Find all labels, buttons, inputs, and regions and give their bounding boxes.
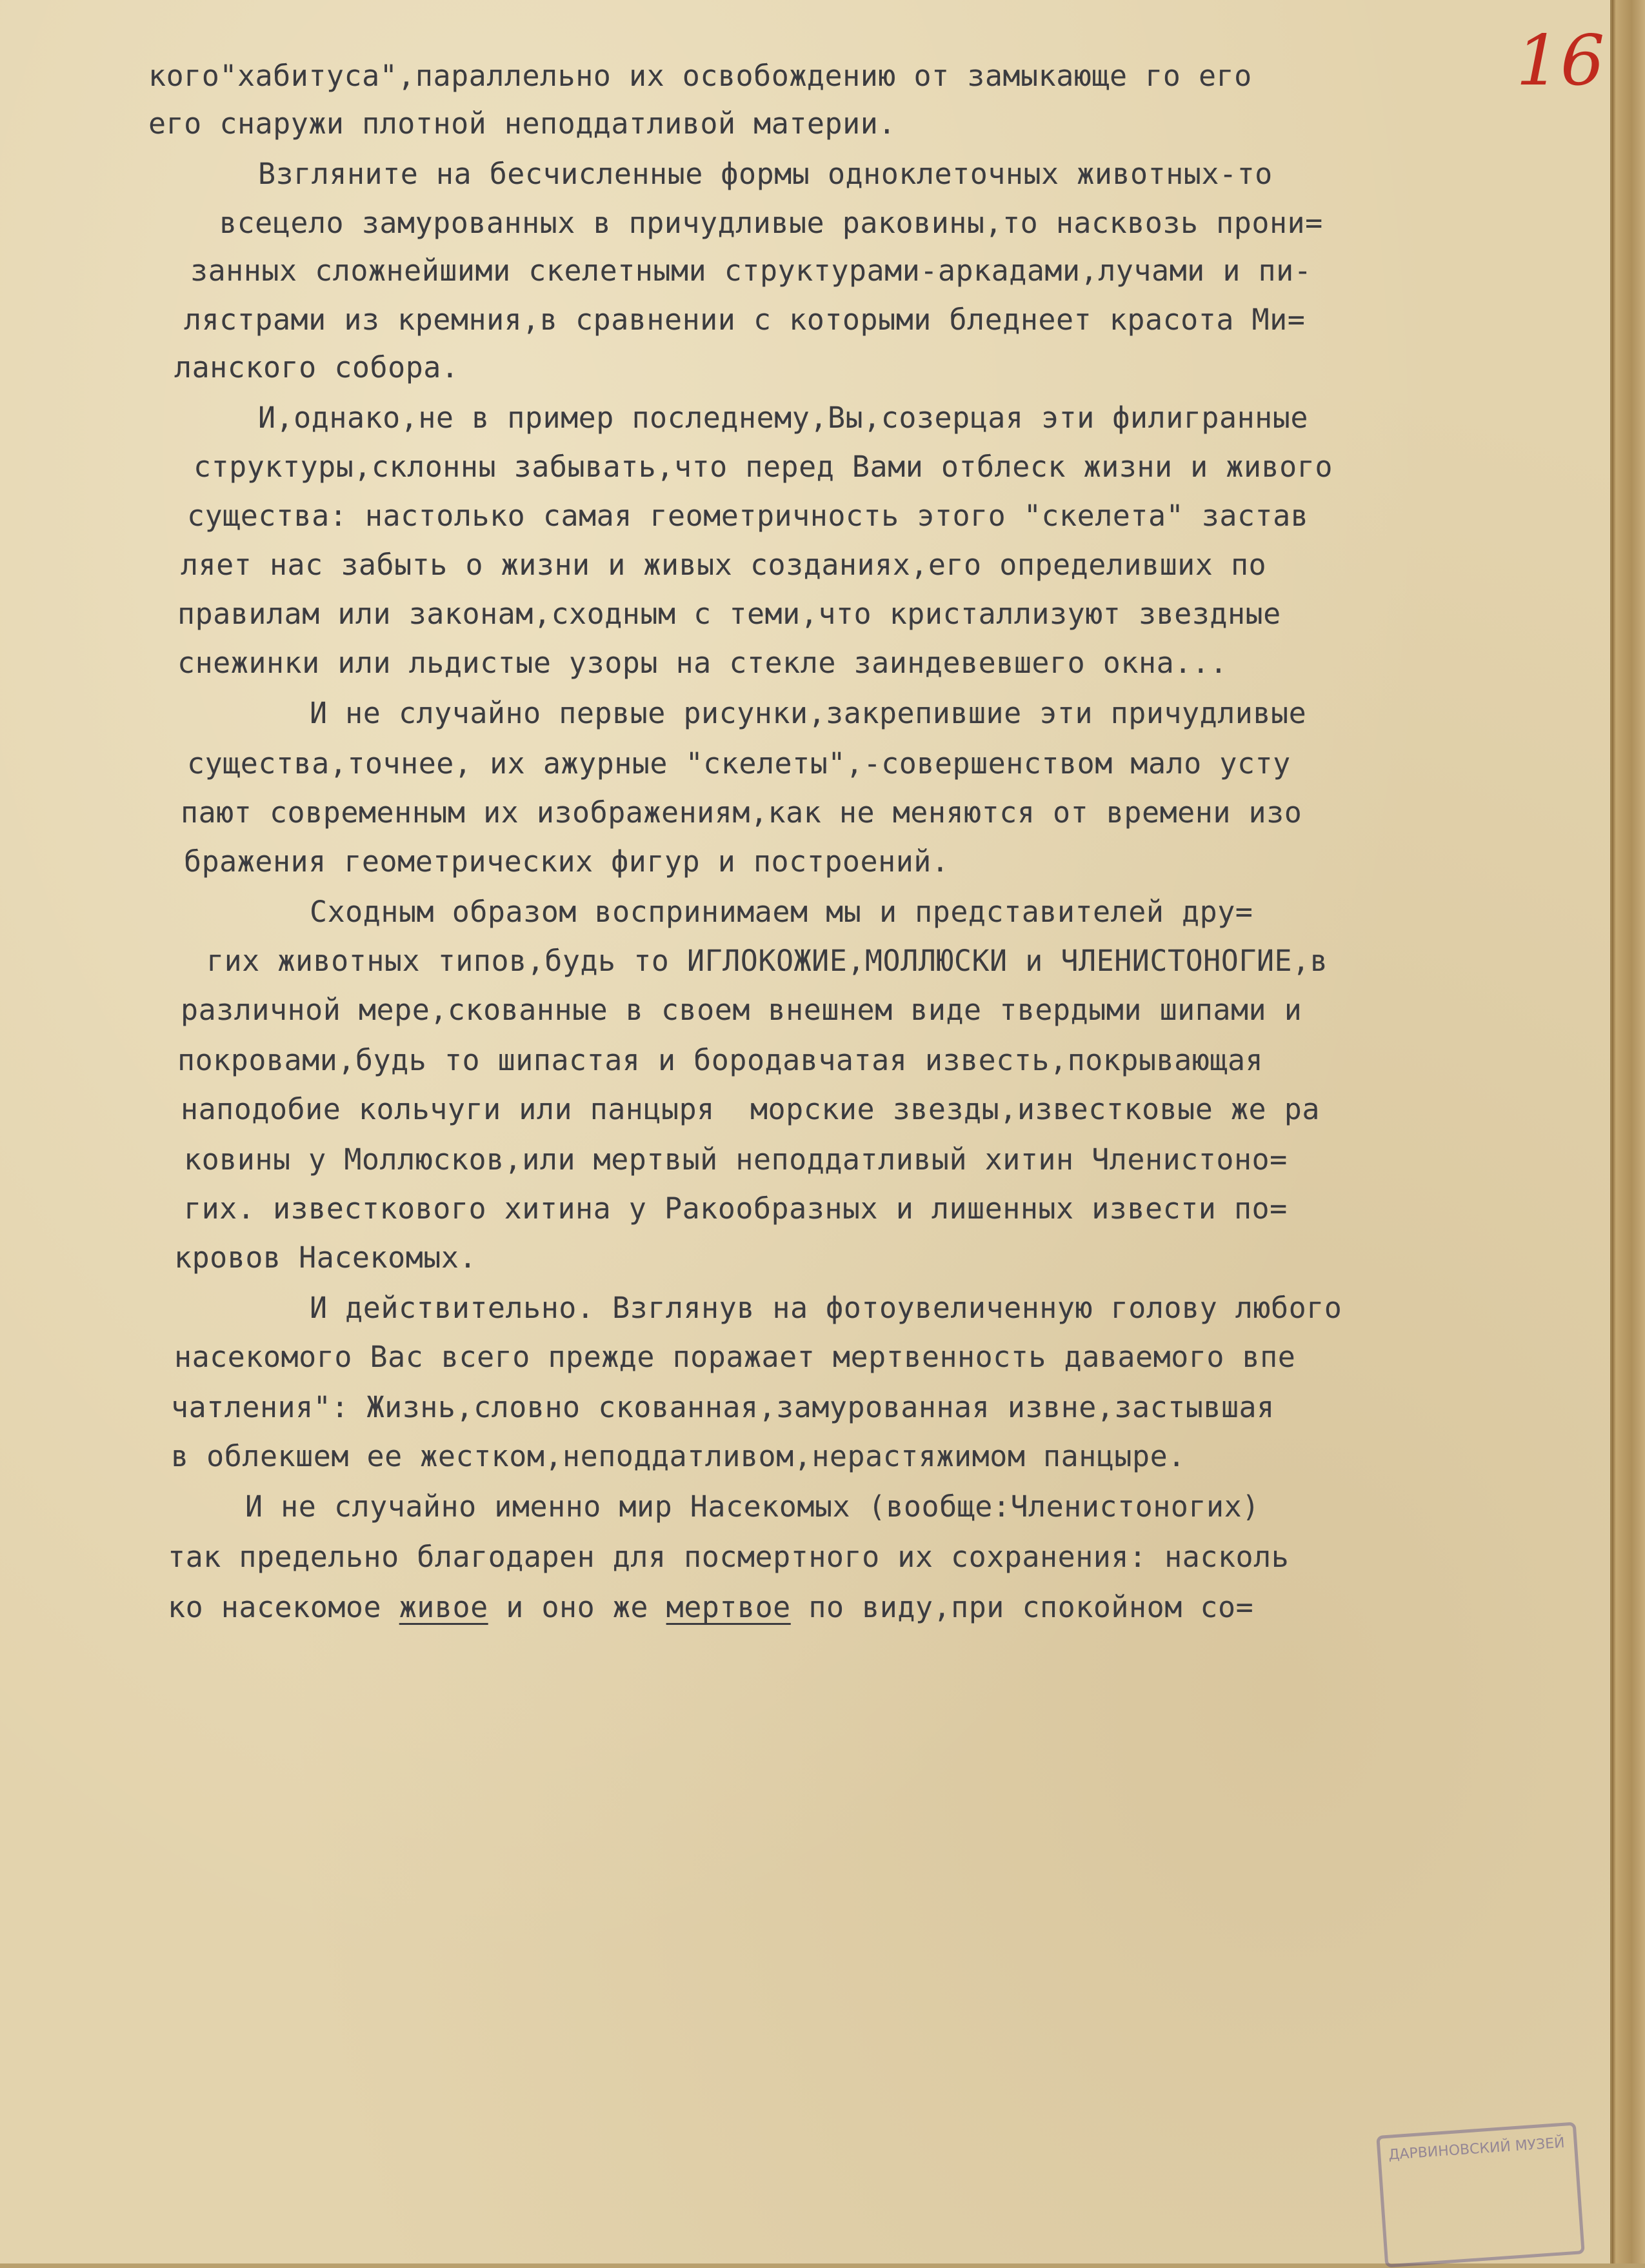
stamp-text: ДАРВИНОВСКИЙ МУЗЕЙ <box>1388 2134 1566 2164</box>
text-line: И не случайно первые рисунки,закрепившие эти причудливые <box>310 696 1307 730</box>
text-line: всецело замурованных в причудливые раковины,то насквозь прони= <box>219 206 1323 240</box>
text-line: Сходным образом воспринимаем мы и представителей дру= <box>310 895 1253 929</box>
text-line: чатления": Жизнь,словно скованная,замурованная извне,застывшая <box>171 1390 1275 1424</box>
text-line: ляет нас забыть о жизни и живых созданиях,его определивших по <box>181 548 1267 582</box>
text-line: существа,точнее, их ажурные "скелеты",-совершенством мало усту <box>187 746 1291 781</box>
text-line: в облекшем ее жестком,неподдатливом,нерастяжимом панцыре. <box>171 1439 1186 1473</box>
text-line: существа: настолько самая геометричность этого "скелета" застав <box>187 499 1309 533</box>
text-line: И,однако,не в пример последнему,Вы,созерцая эти филигранные <box>258 401 1308 435</box>
text-line: насекомого Вас всего прежде поражает мертвенность даваемого впе <box>174 1340 1296 1374</box>
text-line: наподобие кольчуги или панцыря морские звезды,известковые же ра <box>181 1092 1320 1126</box>
text-line: ланского собора. <box>174 350 459 384</box>
text-line: покровами,будь то шипастая и бородавчатая известь,покрывающая <box>177 1043 1264 1077</box>
page-edge <box>1612 0 1645 2263</box>
text-line: кого"хабитуса",параллельно их освобождению от замыкающе го его <box>148 59 1252 93</box>
text-line: гих животных типов,будь то ИГЛОКОЖИЕ,МОЛЛЮСКИ и ЧЛЕНИСТОНОГИЕ,в <box>206 944 1328 978</box>
text-line: Взгляните на бесчисленные формы одноклеточных животных-то <box>258 157 1273 191</box>
text-segment: по виду,при спокойном со= <box>790 1590 1254 1624</box>
text-line: И действительно. Взглянув на фотоувеличенную голову любого <box>310 1291 1342 1325</box>
text-segment: ко насекомое <box>168 1590 399 1624</box>
text-line: кровов Насекомых. <box>174 1240 477 1275</box>
folio-number: 16 <box>1516 21 1605 101</box>
text-line: лястрами из кремния,в сравнении с которыми бледнеет красота Ми= <box>184 303 1306 337</box>
text-line: его снаружи плотной неподдатливой материи. <box>148 106 896 141</box>
text-line: И не случайно именно мир Насекомых (вообще:Членистоногих) <box>245 1489 1260 1524</box>
text-line: структуры,склонны забывать,что перед Вами отблеск жизни и живого <box>194 450 1333 484</box>
underlined-word: мертвое <box>666 1590 791 1624</box>
text-line: бражения геометрических фигур и построений. <box>184 844 950 879</box>
text-line: так предельно благодарен для посмертного их сохранения: насколь <box>168 1540 1290 1574</box>
text-line: снежинки или льдистые узоры на стекле заиндевевшего окна... <box>177 646 1228 680</box>
text-line: ковины у Моллюсков,или мертвый неподдатливый хитин Членистоно= <box>184 1142 1288 1177</box>
text-line: занных сложнейшими скелетными структурами-аркадами,лучами и пи- <box>190 254 1312 288</box>
museum-stamp <box>1376 2122 1585 2267</box>
text-line-last <box>168 1588 1253 1627</box>
underlined-word: живое <box>399 1590 488 1624</box>
text-line: различной мере,скованные в своем внешнем виде твердыми шипами и <box>181 993 1302 1027</box>
text-line: гих. известкового хитина у Ракообразных и лишенных извести по= <box>184 1191 1288 1226</box>
text-line: пают современным их изображениям,как не меняются от времени изо <box>181 795 1302 830</box>
text-segment: и оно же <box>488 1590 666 1624</box>
text-line: правилам или законам,сходным с теми,что кристаллизуют звездные <box>177 597 1281 631</box>
